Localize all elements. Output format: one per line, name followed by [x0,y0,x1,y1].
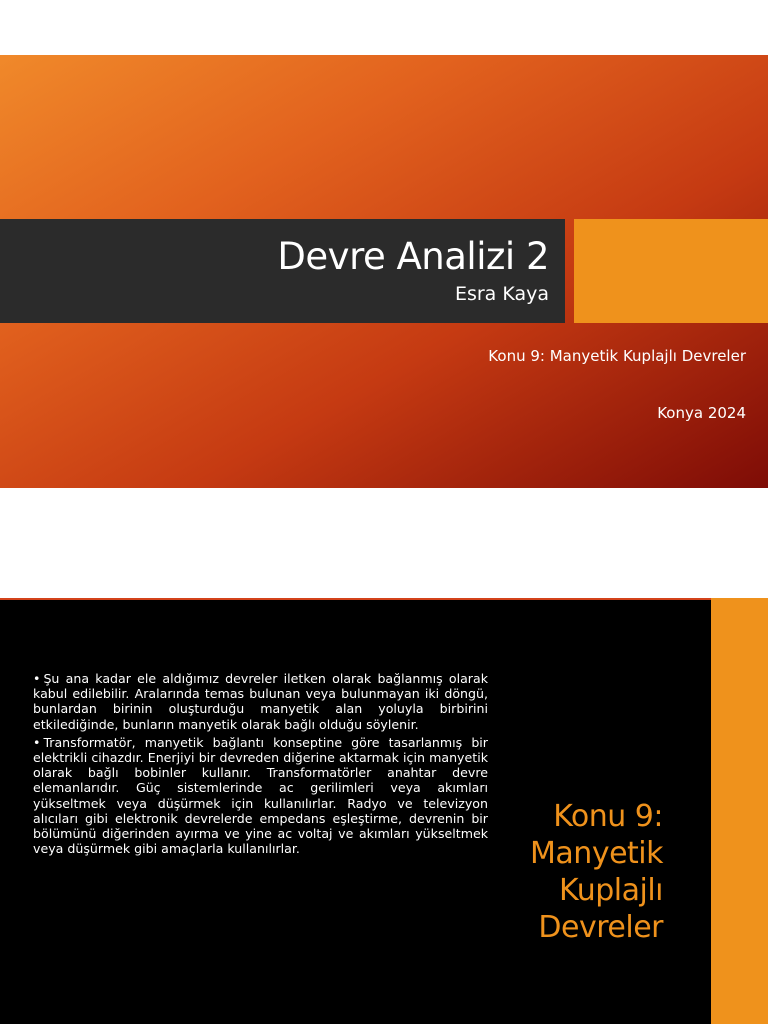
bullet-text: Şu ana kadar ele aldığımız devreler iletken olarak bağlanmış olarak kabul edilebilir. Aralarında temas bulunan veya bulunmayan iki döngü, bunlardan birinin oluşturduğu manyetik alan yoluyla birbirini etkilediğinde, bunların manyetik olarak bağlı olduğu söylenir. [33,671,488,732]
slide-top-divider [0,598,768,600]
title-accent-block [574,219,768,323]
title-band [0,219,565,323]
presentation-subtitle: Konu 9: Manyetik Kuplajlı Devreler [488,347,746,365]
bullet-item [33,671,488,732]
bullet-marker: • [33,671,41,686]
place-and-year: Konya 2024 [657,404,746,422]
section-title-line: Manyetik [530,836,663,871]
section-title [488,798,663,946]
section-title-line: Devreler [538,910,663,945]
bullet-marker: • [33,734,41,750]
bullet-list [33,671,488,859]
section-title-line: Konu 9: [553,799,663,834]
side-accent-bar [711,598,768,1024]
bullet-item [33,735,488,857]
presentation-title: Devre Analizi 2 [277,235,549,278]
section-title-line: Kuplajlı [559,873,663,908]
bullet-text: Transformatör, manyetik bağlantı konseptine göre tasarlanmış bir elektrikli cihazdır. Enerjiyi bir devreden diğerine aktarmak için manyetik olarak bağlı bobinler kullanır. Transformatörler anahtar devre elemanlarıdır. Güç sistemlerinde ac gerilimleri veya akımları yükseltmek veya düşürmek için kullanılırlar. Radyo ve televizyon alıcıları gibi elektronik devrelerde empedans eşleştirme, devrenin bir bölümünü diğerinden ayırma ve yine ac voltaj ve akımları yükseltmek veya düşürmek gibi amaçlarla kullanılırlar. [33,734,488,857]
author-name: Esra Kaya [454,283,549,305]
title-slide [0,55,768,488]
content-slide [0,598,768,1024]
